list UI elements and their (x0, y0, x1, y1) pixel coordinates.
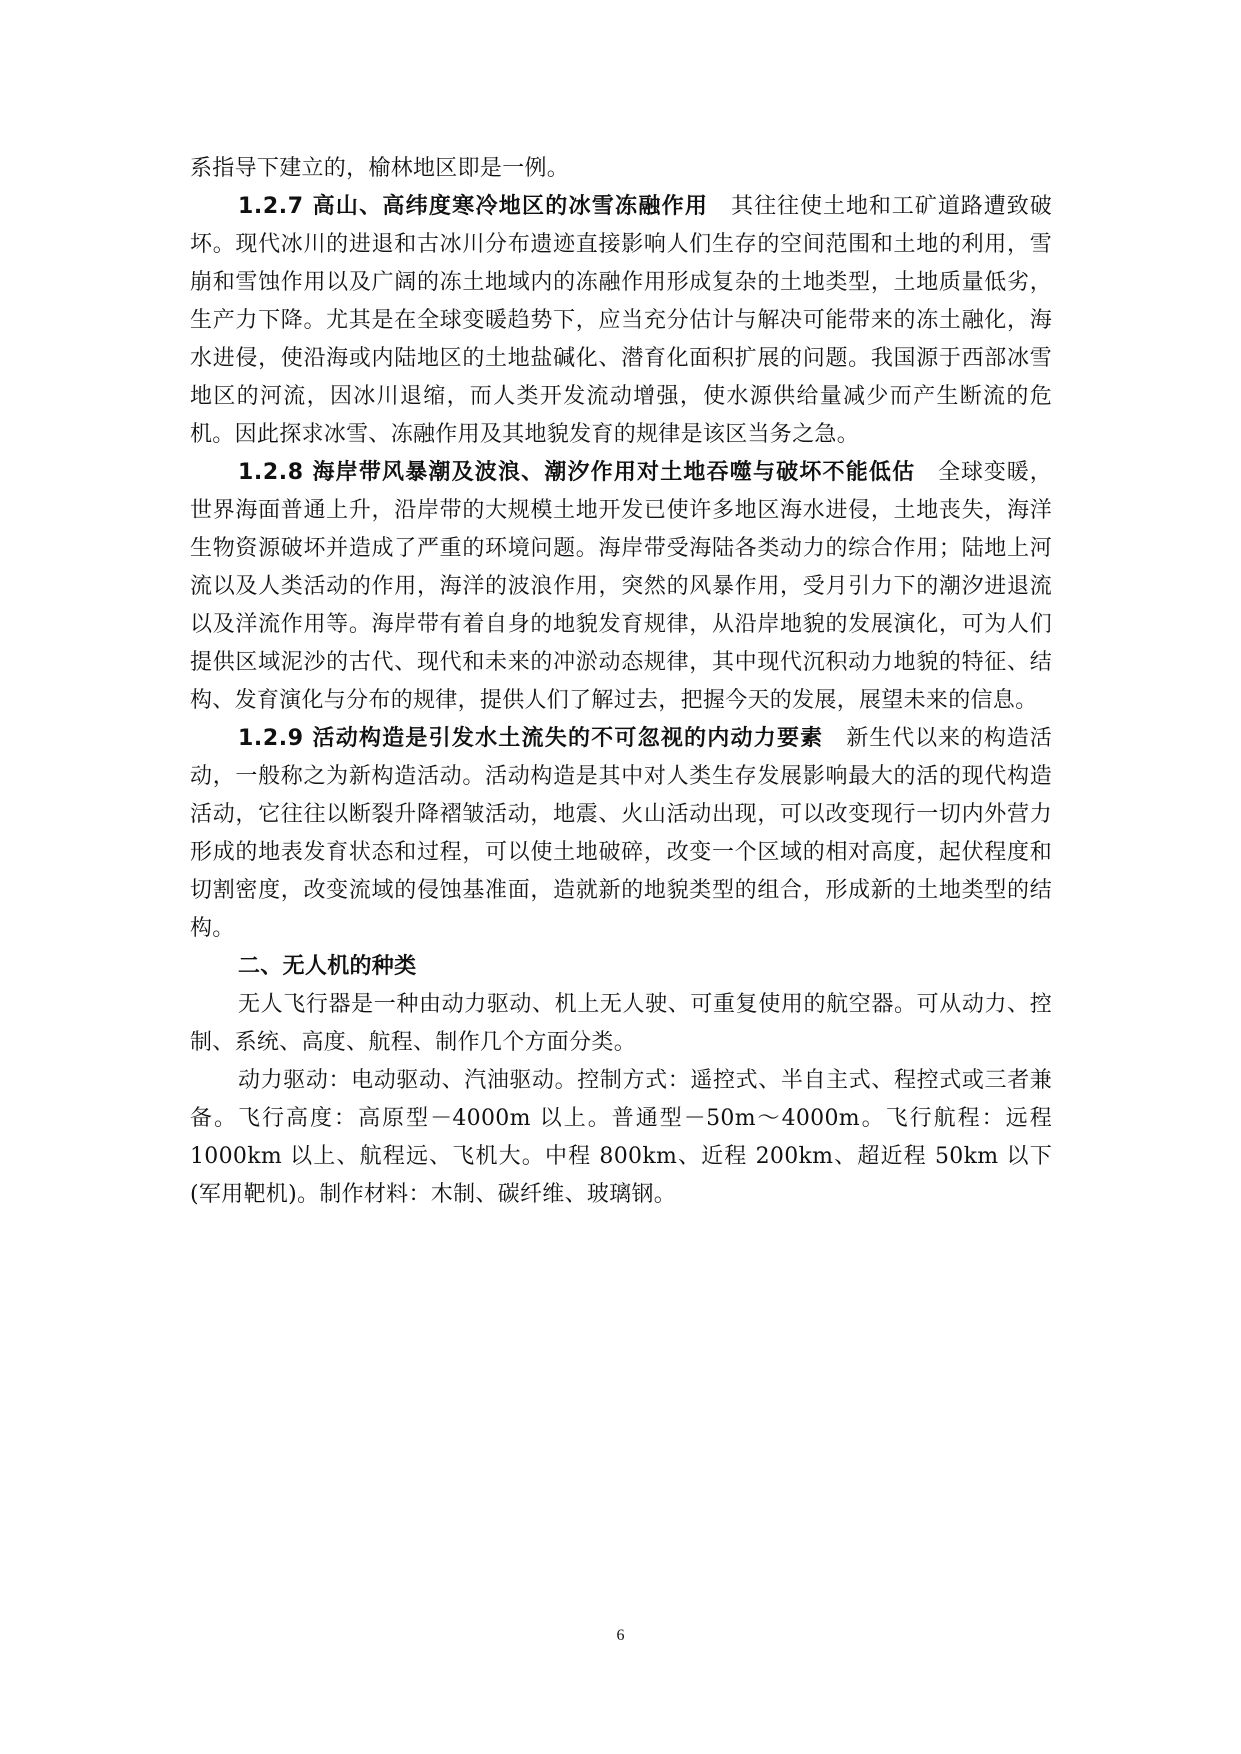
paragraph-text: 动力驱动：电动驱动、汽油驱动。控制方式：遥控式、半自主式、程控式或三者兼备。飞行高度：高原型－4000m 以上。普通型－50m～4000m。飞行航程：远程 1000km 以上、航程远、飞机大。中程 800km、近程 200km、超近程 50km 以下(军用靶机)。制作材料：木制、碳纤维、玻璃钢。 (190, 1068, 1052, 1207)
subsection-heading-1-2-8: 1.2.8 海岸带风暴潮及波浪、潮汐作用对土地吞噬与破坏不能低估 (238, 460, 916, 485)
subsection-heading-1-2-7: 1.2.7 高山、高纬度寒冷地区的冰雪冻融作用 (238, 194, 709, 219)
paragraph-1-2-9 (190, 720, 1052, 948)
paragraph-1-2-8 (190, 454, 1052, 720)
paragraph-text: 无人飞行器是一种由动力驱动、机上无人驶、可重复使用的航空器。可从动力、控制、系统、高度、航程、制作几个方面分类。 (190, 992, 1052, 1055)
section-paragraph-intro (190, 986, 1052, 1062)
section-title: 二、无人机的种类 (238, 954, 417, 979)
document-body (190, 150, 1052, 1214)
paragraph-1-2-7 (190, 188, 1052, 454)
paragraph-continuation (190, 150, 1052, 188)
subsection-heading-1-2-9: 1.2.9 活动构造是引发水土流失的不可忽视的内动力要素 (238, 726, 824, 751)
section-paragraph-classification (190, 1062, 1052, 1214)
paragraph-text: 其往往使土地和工矿道路遭致破坏。现代冰川的进退和古冰川分布遗迹直接影响人们生存的空间范围和土地的利用，雪崩和雪蚀作用以及广阔的冻土地域内的冻融作用形成复杂的土地类型，土地质量低劣，生产力下降。尤其是在全球变暖趋势下，应当充分估计与解决可能带来的冻土融化，海水进侵，使沿海或内陆地区的土地盐碱化、潜育化面积扩展的问题。我国源于西部冰雪地区的河流，因冰川退缩，而人类开发流动增强，使水源供给量减少而产生断流的危机。因此探求冰雪、冻融作用及其地貌发育的规律是该区当务之急。 (190, 194, 1052, 447)
paragraph-text: 全球变暖，世界海面普通上升，沿岸带的大规模土地开发已使许多地区海水进侵，土地丧失，海洋生物资源破坏并造成了严重的环境问题。海岸带受海陆各类动力的综合作用；陆地上河流以及人类活动的作用，海洋的波浪作用，突然的风暴作用，受月引力下的潮汐进退流以及洋流作用等。海岸带有着自身的地貌发育规律，从沿岸地貌的发展演化，可为人们提供区域泥沙的古代、现代和未来的冲淤动态规律，其中现代沉积动力地貌的特征、结构、发育演化与分布的规律，提供人们了解过去，把握今天的发展，展望未来的信息。 (190, 460, 1052, 713)
paragraph-text: 新生代以来的构造活动，一般称之为新构造活动。活动构造是其中对人类生存发展影响最大的活的现代构造活动，它往往以断裂升降褶皱活动，地震、火山活动出现，可以改变现行一切内外营力形成的地表发育状态和过程，可以使土地破碎，改变一个区域的相对高度，起伏程度和切割密度，改变流域的侵蚀基准面，造就新的地貌类型的组合，形成新的土地类型的结构。 (190, 726, 1052, 941)
paragraph-text: 系指导下建立的，榆林地区即是一例。 (190, 156, 570, 181)
page-number: 6 (616, 1627, 625, 1644)
